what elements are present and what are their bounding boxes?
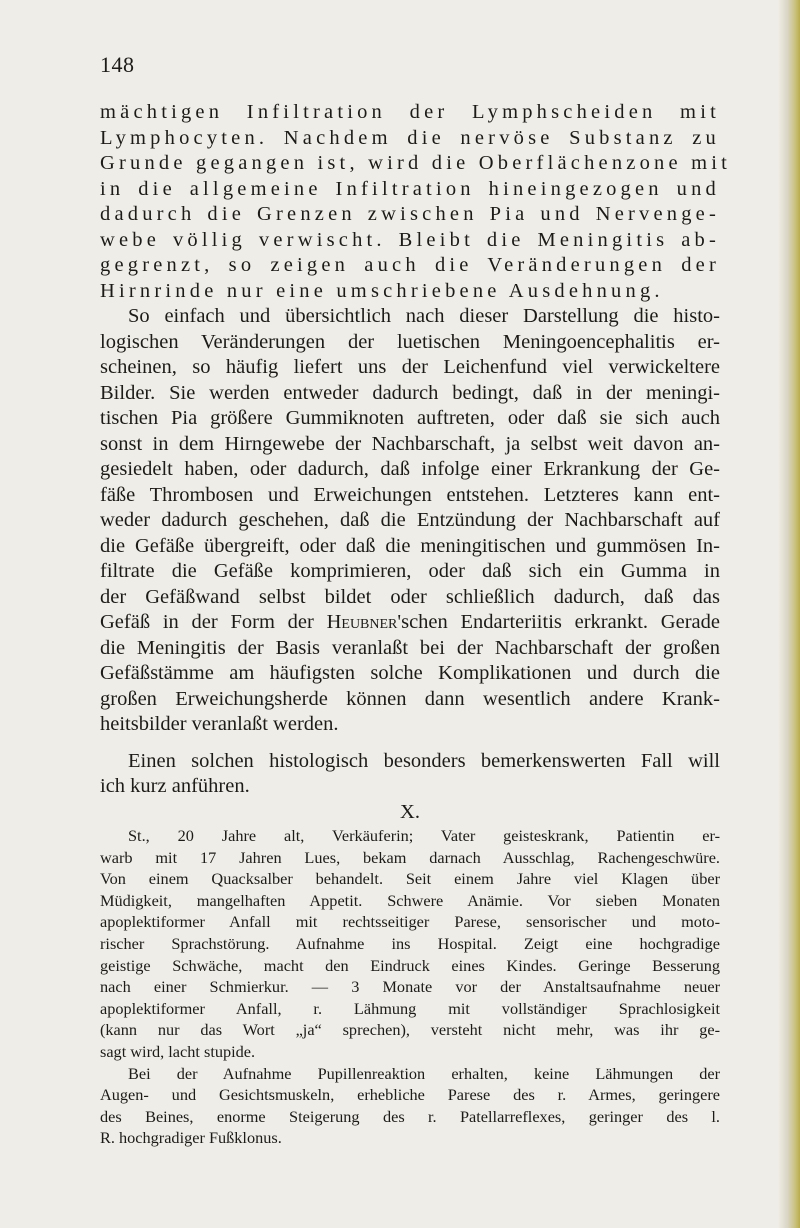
text-line: die Meningitis der Basis veranlaßt bei der Nachbarschaft der großen <box>100 636 720 659</box>
paragraph-gap <box>100 738 720 749</box>
text-line-heubner <box>100 610 720 636</box>
heubner-after: 'schen Endarteriitis erkrankt. Gerade <box>397 611 720 633</box>
text-line: gegrenzt, so zeigen auch die Veränderungen der <box>100 254 720 276</box>
text-line: gesiedelt haben, oder dadurch, daß infolge einer Erkrankung der Ge- <box>100 458 720 480</box>
text-line: die Gefäße übergreift, oder daß die meningitischen und gummösen In- <box>100 534 720 557</box>
case-line: warb mit 17 Jahren Lues, bekam darnach Ausschlag, Rachengeschwüre. <box>100 847 720 867</box>
text-line: mächtigen Infiltration der Lymphscheiden mit <box>100 101 720 123</box>
case-line: (kann nur das Wort „ja“ sprechen), versteht nicht mehr, was ihr ge- <box>100 1020 720 1040</box>
text-line: tischen Pia größere Gummiknoten auftreten, oder daß sie sich auch <box>100 407 720 429</box>
case-line: R. hochgradiger Fußklonus. <box>100 1128 282 1148</box>
case-line: rischer Sprachstörung. Aufnahme ins Hospital. Zeigt eine hochgradige <box>100 933 720 953</box>
text-line: Bilder. Sie werden entweder dadurch bedingt, daß in der meningi- <box>100 381 720 404</box>
text-line: sonst in dem Hirngewebe der Nachbarschaft, ja selbst weit davon an- <box>100 432 720 455</box>
case-line: Von einem Quacksalber behandelt. Seit einem Jahre viel Klagen über <box>100 869 720 889</box>
text-line: der Gefäßwand selbst bildet oder schließlich dadurch, daß das <box>100 585 720 608</box>
author-name-heubner: Heubner <box>326 611 398 633</box>
text-line: Einen solchen histologisch besonders bemerkenswerten Fall will <box>128 749 720 772</box>
heubner-before: Gefäß in der Form der <box>100 611 327 633</box>
text-line: ich kurz anführen. <box>100 775 250 797</box>
case-heading: X. <box>400 800 420 823</box>
text-line: fäße Thrombosen und Erweichungen entstehen. Letzteres kann ent- <box>100 483 720 506</box>
text-line: Gefäßstämme am häufigsten solche Komplikationen und durch die <box>100 662 720 684</box>
case-line: sagt wird, lacht stupide. <box>100 1041 256 1061</box>
case-line: apoplektiformer Anfall, r. Lähmung mit vollständiger Sprachlosigkeit <box>100 998 720 1018</box>
case-line: St., 20 Jahre alt, Verkäuferin; Vater geisteskrank, Patientin er- <box>128 826 720 845</box>
text-line: heitsbilder veranlaßt werden. <box>100 713 339 735</box>
text-line: großen Erweichungsherde können dann wesentlich andere Krank- <box>100 687 720 710</box>
page-edge-shadow <box>778 0 800 1228</box>
text-line: Grunde gegangen ist, wird die Oberflächenzone mit <box>100 152 732 174</box>
case-line: Müdigkeit, mangelhaften Appetit. Schwere Anämie. Vor sieben Monaten <box>100 890 720 910</box>
case-line: Augen- und Gesichtsmuskeln, erhebliche Parese des r. Armes, geringere <box>100 1085 720 1105</box>
text-line: Lymphocyten. Nachdem die nervöse Substanz zu <box>100 126 720 149</box>
text-line: filtrate die Gefäße komprimieren, oder daß sich ein Gumma in <box>100 560 720 582</box>
text-line: Hirnrinde nur eine umschriebene Ausdehnung. <box>100 279 664 302</box>
page-number: 148 <box>100 52 135 77</box>
page-body <box>100 100 732 1149</box>
case-line: geistige Schwäche, macht den Eindruck eines Kindes. Geringe Besserung <box>100 955 720 975</box>
case-line: des Beines, enorme Steigerung des r. Patellarreflexes, geringer des l. <box>100 1106 720 1126</box>
text-line: in die allgemeine Infiltration hineingezogen und <box>100 177 720 200</box>
text-line: So einfach und übersichtlich nach dieser Darstellung die histo- <box>128 305 720 327</box>
text-line: scheinen, so häufig liefert uns der Leichenfund viel verwickeltere <box>100 356 720 378</box>
case-line: nach einer Schmierkur. — 3 Monate vor der Anstaltsaufnahme neuer <box>100 977 720 997</box>
case-line: apoplektiformer Anfall mit rechtsseitiger Parese, sensorischer und moto- <box>100 912 720 932</box>
text-line: weder dadurch geschehen, daß die Entzündung der Nachbarschaft auf <box>100 509 720 531</box>
text-line: logischen Veränderungen der luetischen Meningoencephalitis er- <box>100 330 720 353</box>
text-line: webe völlig verwischt. Bleibt die Meningitis ab- <box>100 228 720 251</box>
case-line: Bei der Aufnahme Pupillenreaktion erhalten, keine Lähmungen der <box>128 1063 720 1083</box>
text-line: dadurch die Grenzen zwischen Pia und Nervenge- <box>100 203 720 225</box>
